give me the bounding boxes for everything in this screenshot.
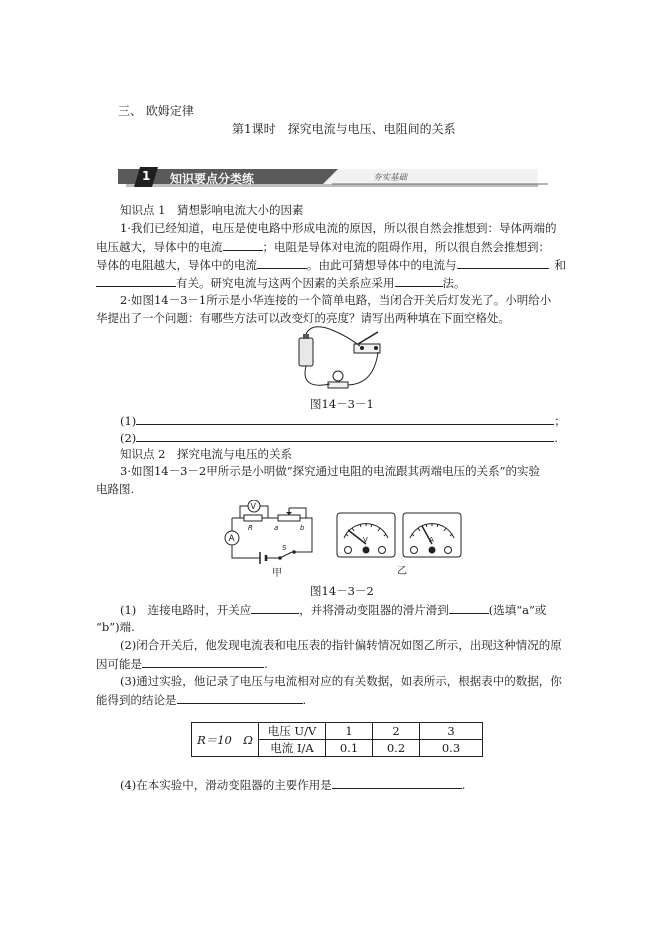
q2-answer-2 (120, 429, 558, 446)
q1-text: ；电阻是导体对电流的阻碍作用，所以很自然会推想到： (262, 240, 550, 254)
data-table (191, 722, 483, 757)
voltmeter-symbol: V (363, 536, 368, 544)
q3-part1 (120, 601, 546, 618)
section-title: 知识要点分类练 (170, 172, 255, 186)
blank-current-resistance[interactable] (257, 256, 307, 269)
q3-text: (1) 连接电路时，开关应 (120, 603, 252, 617)
q3-text: 因可能是 (96, 657, 142, 671)
q1-text: 有关。研究电流与这两个因素的关系应采用 (176, 276, 395, 290)
q3-text: (选填“a”或 (488, 603, 547, 617)
q1-line4 (96, 274, 466, 291)
q3-text: . (461, 778, 466, 792)
figure-label-yi: 乙 (397, 566, 407, 577)
table-cell: 1 (326, 723, 373, 740)
kp1-title: 知识点 1 猜想影响电流大小的因素 (120, 203, 304, 217)
blank-slider-end[interactable] (449, 601, 489, 614)
section-badge: 1 (142, 169, 151, 183)
q3-part2: (2)闭合开关后，他发现电流表和电压表的指针偏转情况如图乙所示，出现这种情况的原 (120, 638, 562, 652)
lesson-title: 第1课时 探究电流与电压、电阻间的关系 (232, 122, 456, 136)
figure-14-3-2-caption: 图14－3－2 (310, 584, 374, 598)
blank-answer-2[interactable] (136, 429, 554, 442)
q3-text: . (302, 693, 307, 707)
answer-end: ； (554, 414, 566, 428)
q1-text: 导体的电阻越大，导体中的电流 (96, 258, 257, 272)
blank-reason[interactable] (142, 655, 264, 668)
q3-part3: (3)通过实验，他记录了电压与电流相对应的有关数据，如表所示，根据表中的数据，你 (120, 674, 562, 688)
figure-label-jia: 甲 (272, 568, 282, 579)
q3-line1: 3·如图14－3－2甲所示是小明做“探究通过电阻的电流跟其两端电压的关系”的实验 (120, 464, 540, 478)
table-row-head: 电流 I/A (259, 740, 326, 757)
q1-text: 法。 (442, 276, 466, 290)
q3-part3-cont (96, 691, 306, 708)
q3-text: ，并将滑动变阻器的滑片滑到 (299, 603, 449, 617)
q1-line1: 1·我们已经知道，电压是使电路中形成电流的原因，所以很自然会推想到：导体两端的 (120, 221, 557, 235)
section-banner (118, 165, 550, 189)
ammeter-symbol: A (429, 536, 434, 544)
q2-line2: 华提出了一个问题：有哪些方法可以改变灯的亮度？请写出两种填在下面空格处。 (96, 311, 510, 325)
answer-label: (2) (120, 431, 137, 445)
q3-text: . (264, 657, 268, 671)
blank-factor-1[interactable] (457, 256, 549, 269)
blank-conclusion[interactable] (177, 691, 303, 704)
figure-14-3-2-circuit (222, 500, 322, 572)
table-cell: 2 (373, 723, 420, 740)
circuit-end-b: b (300, 524, 305, 532)
table-row-head: 电压 U/V (259, 723, 326, 740)
figure-14-3-1-circuit (292, 326, 392, 396)
circuit-end-a: a (274, 524, 279, 532)
ammeter-dial (402, 512, 462, 560)
circuit-ammeter-label: A (228, 534, 235, 544)
table-cell: 0.3 (420, 740, 483, 757)
q1-text: 。由此可猜想导体中的电流与 (307, 258, 457, 272)
answer-label: (1) (120, 414, 137, 428)
blank-rheostat-role[interactable] (332, 776, 462, 789)
blank-answer-1[interactable] (136, 412, 554, 425)
blank-current-voltage[interactable] (223, 238, 263, 251)
blank-switch-state[interactable] (251, 601, 299, 614)
q2-line1: 2·如图14－3－1所示是小华连接的一个简单电路，当闭合开关后灯发光了。小明给小 (120, 293, 552, 307)
q3-text: (4)在本实验中，滑动变阻器的主要作用是 (120, 778, 332, 792)
table-cell: 0.1 (326, 740, 373, 757)
figure-14-3-1-caption: 图14－3－1 (310, 397, 374, 411)
blank-method[interactable] (395, 274, 443, 287)
kp2-title: 知识点 2 探究电流与电压的关系 (120, 447, 292, 461)
table-r-label: R＝10 Ω (192, 723, 259, 757)
section-tag: 夯实基础 (373, 173, 408, 183)
q3-part1-cont: “b”)端. (96, 620, 135, 634)
chapter-title: 三、 欧姆定律 (118, 104, 194, 118)
blank-factor-2[interactable] (96, 274, 176, 287)
table-cell: 3 (420, 723, 483, 740)
q3-part2-cont (96, 655, 268, 672)
table-cell: 0.2 (373, 740, 420, 757)
circuit-resistor-label: R (248, 524, 253, 532)
q2-answer-1 (120, 412, 566, 429)
q1-line3 (96, 256, 566, 273)
voltmeter-dial (336, 512, 396, 560)
q3-part4 (120, 776, 465, 793)
q1-text: 电压越大，导体中的电流 (96, 240, 223, 254)
table-row (192, 723, 483, 740)
answer-end: . (554, 431, 558, 445)
q1-text: 和 (554, 258, 566, 272)
circuit-voltmeter-label: V (250, 502, 256, 511)
q3-line2: 电路图. (96, 482, 135, 496)
q1-line2 (96, 238, 550, 255)
circuit-switch-label: S (282, 544, 287, 552)
q3-text: 能得到的结论是 (96, 693, 177, 707)
